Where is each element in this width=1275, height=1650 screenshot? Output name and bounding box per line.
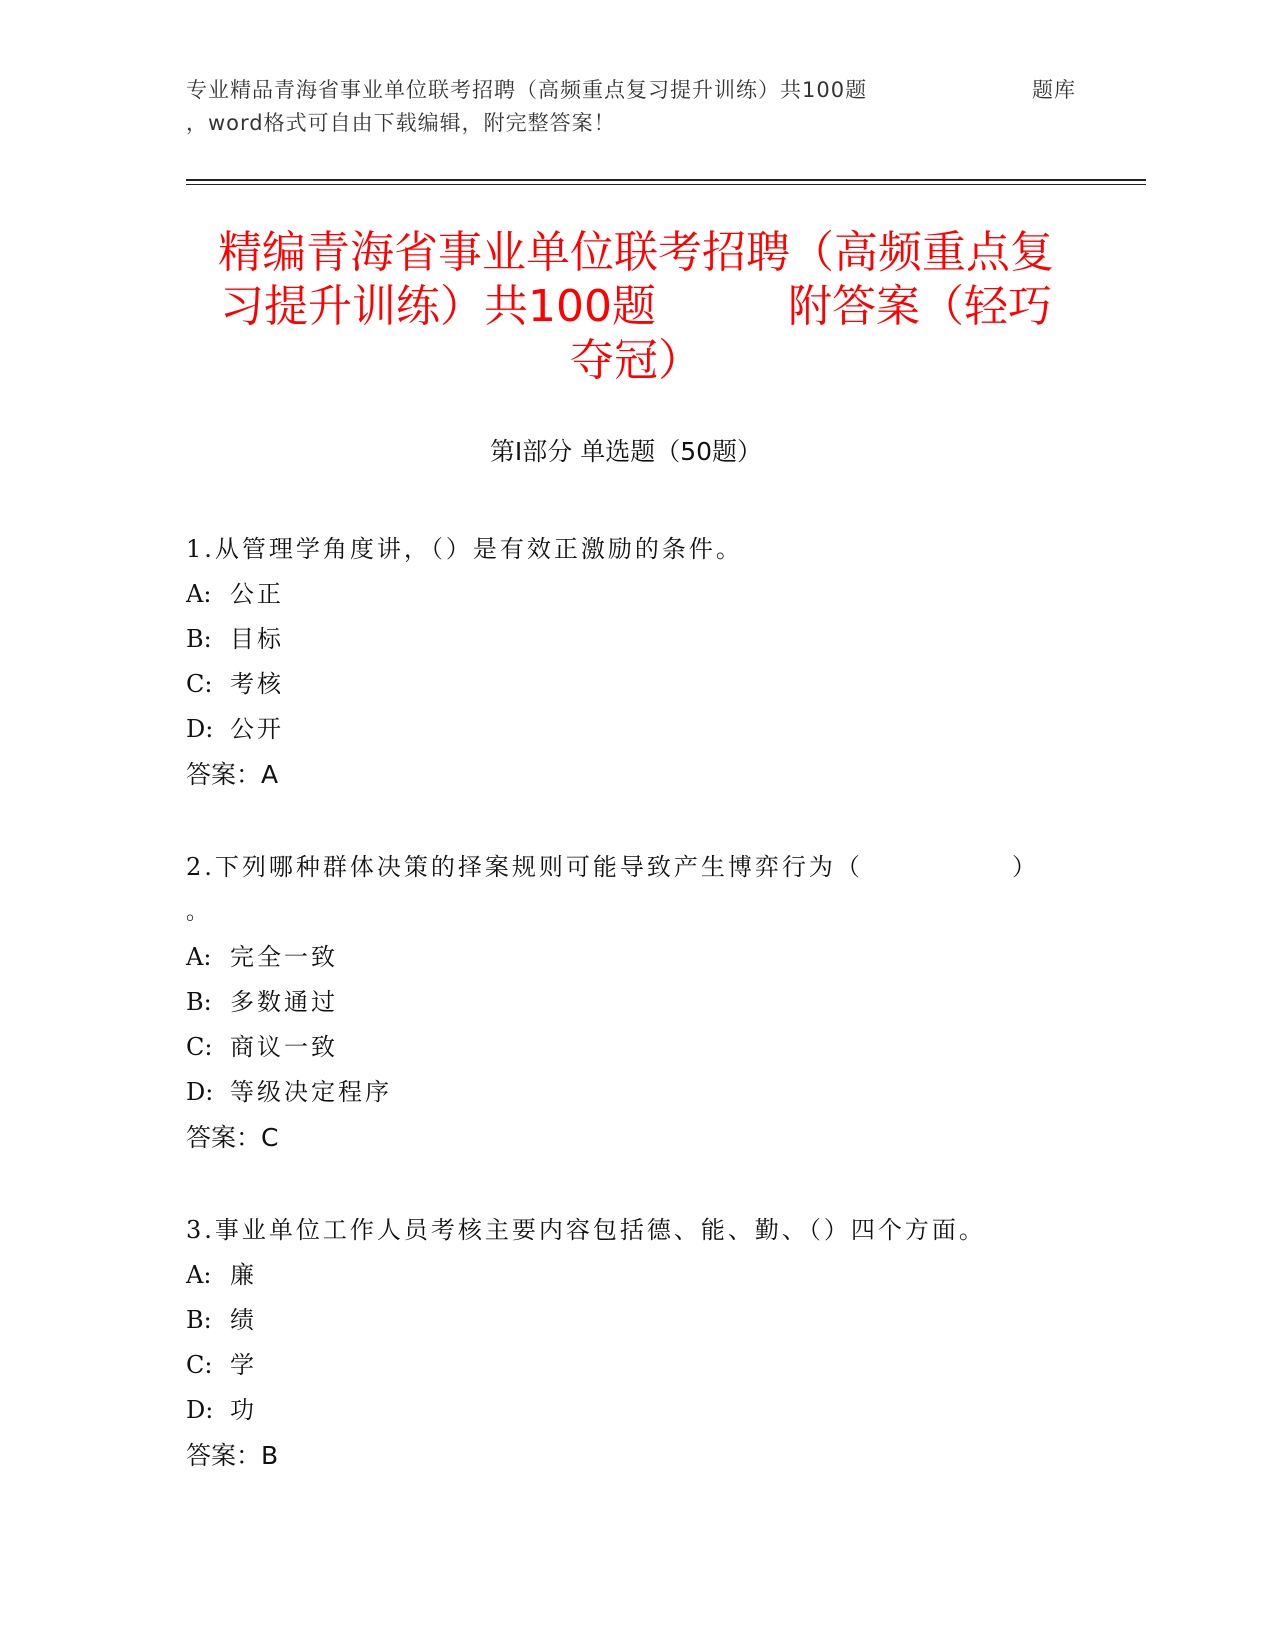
question-text-end: ） — [1012, 853, 1039, 881]
option-text: 学 — [230, 1351, 257, 1379]
question-text: 3.事业单位工作人员考核主要内容包括德、能、勤、（）四个方面。 — [186, 1216, 986, 1244]
section-title: 第I部分 单选题（50题） — [489, 437, 763, 466]
document-title — [196, 226, 1076, 388]
option-text: 考核 — [230, 670, 284, 698]
option-b — [186, 617, 1066, 662]
option-text: 完全一致 — [230, 943, 338, 971]
option-key: D: — [186, 715, 214, 743]
answer-label: 答案： — [186, 1123, 262, 1152]
option-c — [186, 662, 1066, 707]
option-key: B: — [186, 625, 212, 653]
option-d — [186, 707, 1066, 752]
option-text: 商议一致 — [230, 1033, 338, 1061]
header-line-1-tail: 题库 — [1032, 78, 1076, 102]
option-key: B: — [186, 1306, 212, 1334]
option-key: A: — [186, 943, 212, 971]
option-text: 功 — [230, 1396, 257, 1424]
option-text: 绩 — [230, 1306, 257, 1334]
title-line-2: 习提升训练）共100题 附答案（轻巧 — [220, 281, 1052, 332]
option-text: 等级决定程序 — [230, 1078, 392, 1106]
option-c — [186, 1343, 1066, 1388]
question-3 — [186, 1208, 1066, 1478]
option-key: D: — [186, 1396, 214, 1424]
question-text-main: 2.下列哪种群体决策的择案规则可能导致产生博弈行为（ — [186, 853, 863, 881]
option-a — [186, 935, 1066, 980]
option-text: 公正 — [230, 580, 284, 608]
title-line-1: 精编青海省事业单位联考招聘（高频重点复 — [218, 227, 1054, 278]
option-key: B: — [186, 988, 212, 1016]
header-divider-thin — [186, 184, 1146, 185]
question-text-continuation: 。 — [186, 900, 209, 925]
answer-label: 答案： — [186, 1441, 262, 1470]
option-key: C: — [186, 1033, 213, 1061]
option-a — [186, 572, 1066, 617]
option-d — [186, 1388, 1066, 1433]
option-text: 公开 — [230, 715, 284, 743]
answer-value: B — [261, 1441, 279, 1470]
header-line-1-text: 专业精品青海省事业单位联考招聘（高频重点复习提升训练）共100题 — [186, 78, 868, 102]
answer-line — [186, 1433, 1066, 1478]
header-line-2: ，word格式可自由下载编辑，附完整答案！ — [186, 111, 616, 135]
option-key: D: — [186, 1078, 214, 1106]
answer-line — [186, 1115, 1066, 1160]
option-key: C: — [186, 670, 213, 698]
header-divider-thick — [186, 179, 1146, 181]
question-text: 1.从管理学角度讲，（）是有效正激励的条件。 — [186, 535, 743, 563]
option-key: A: — [186, 1261, 212, 1289]
answer-line — [186, 752, 1066, 797]
option-a — [186, 1253, 1066, 1298]
question-2 — [186, 845, 1066, 1160]
question-text — [186, 845, 1066, 890]
option-d — [186, 1070, 1066, 1115]
answer-value: A — [261, 760, 279, 789]
answer-value: C — [261, 1123, 279, 1152]
answer-label: 答案： — [186, 760, 262, 789]
option-c — [186, 1025, 1066, 1070]
option-key: C: — [186, 1351, 213, 1379]
document-header — [186, 74, 1086, 140]
question-1 — [186, 527, 1066, 797]
header-line-1 — [186, 74, 1086, 107]
option-b — [186, 1298, 1066, 1343]
question-list — [186, 527, 1066, 1526]
option-text: 目标 — [230, 625, 284, 653]
title-line-3: 夺冠） — [570, 335, 702, 386]
option-b — [186, 980, 1066, 1025]
option-key: A: — [186, 580, 212, 608]
option-text: 廉 — [230, 1261, 257, 1289]
option-text: 多数通过 — [230, 988, 338, 1016]
